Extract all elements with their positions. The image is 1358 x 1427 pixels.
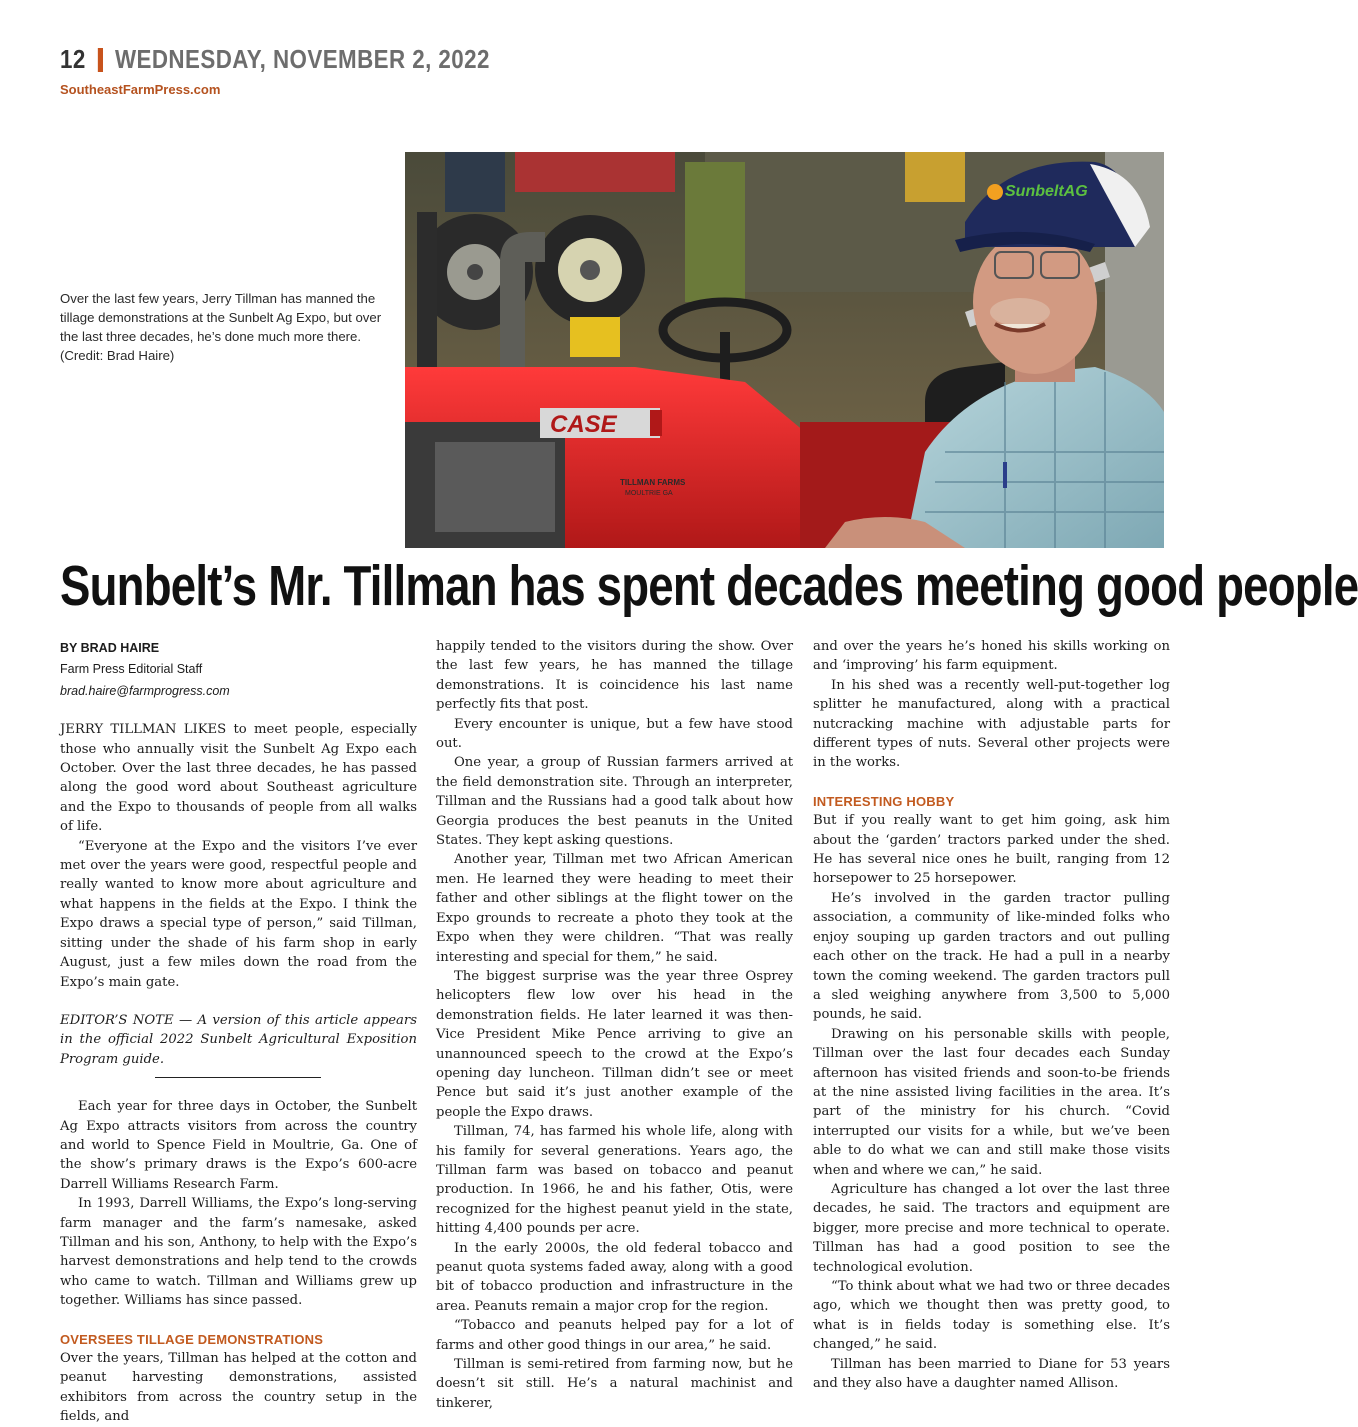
paragraph: Tillman, 74, has farmed his whole life, along with his family for several generations. Years ago, the Tillman farm was based on tobacco and peanut production. In 1966, he and his father, Otis, were recognized for the highest peanut yield in the state, hitting 4,400 pounds per acre. — [436, 1124, 793, 1237]
page-number: 12 — [60, 44, 86, 74]
paragraph: Drawing on his personable skills with people, Tillman over the last four decades each Sunday afternoon has visited friends and soon-to-be friends at the nine assisted living facilities in the area. It’s part of the ministry for his church. “Covid interrupted our visits for a while, but we’ve been able to do what we can and still make those visits when and where we can,” he said. — [813, 1026, 1170, 1178]
site-link[interactable]: SoutheastFarmPress.com — [60, 82, 221, 97]
divider-rule — [155, 1077, 321, 1078]
paragraph: In 1993, Darrell Williams, the Expo’s long-serving farm manager and the farm’s namesake, asked Tillman and his son, Anthony, to help with the Expo’s harvest demonstrations and help tend to the crowds who came to watch. Tillman and Williams grew up together. Williams has since passed. — [60, 1196, 417, 1309]
article-column-3 — [813, 637, 1170, 1393]
author-title: Farm Press Editorial Staff — [60, 662, 203, 677]
paragraph: “Tobacco and peanuts helped pay for a lot of farms and other good things in our area,” he said. — [436, 1318, 793, 1353]
paragraph: In his shed was a recently well-put-together log splitter he manufactured, along with a practical nutcracking machine with adjustable parts for different types of nuts. Several other projects were in the works. — [813, 677, 1170, 771]
paragraph: He’s involved in the garden tractor pulling association, a community of like-minded folks who enjoy souping up garden tractors and out pulling each other on the track. He had a pull in a nearby town the coming weekend. The garden tractors pull a sled weighing anywhere from 3,500 to 5,000 pounds, he said. — [813, 890, 1170, 1023]
decal-line-2: MOULTRIE GA — [625, 490, 673, 497]
paragraph: Tillman has been married to Diane for 53 years and they also have a daughter named Allison. — [813, 1356, 1170, 1392]
article-headline: Sunbelt’s Mr. Tillman has spent decades meeting good people — [60, 554, 1358, 618]
paragraph: Agriculture has changed a lot over the last three decades, he said. The tractors and equipment are bigger, more precise and more technical to operate. Tillman has had a good position to see the technological evolution. — [813, 1181, 1170, 1275]
paragraph: The biggest surprise was the year three Osprey helicopters flew low over his head in the demonstration fields. He later learned it was then-Vice President Mike Pence arriving to give an unannounced speech to the crowd at the Expo’s opening day luncheon. Tillman didn’t see or meet Pence but said it’s just another example of the people the Expo draws. — [436, 968, 793, 1120]
paragraph: and over the years he’s honed his skills working on and ‘improving’ his farm equipment. — [813, 639, 1170, 674]
paragraph: JERRY TILLMAN LIKES to meet people, especially those who annually visit the Sunbelt Ag Expo each October. Over the last three decades, he has passed along the good word about Southeast agriculture and the Expo to thousands of people from all walks of life. — [60, 722, 417, 835]
paragraph: Each year for three days in October, the Sunbelt Ag Expo attracts visitors from across the country and world to Spence Field in Moultrie, Ga. One of the show’s primary draws is the Expo’s 600-acre Darrell Williams Research Farm. — [60, 1099, 417, 1192]
section-subhead: OVERSEES TILLAGE DEMONSTRATIONS — [60, 1331, 324, 1347]
byline: BY BRAD HAIRE — [60, 641, 160, 655]
tractor-photo-illustration — [405, 152, 1164, 548]
paragraph: Another year, Tillman met two African American men. He learned they were heading to meet their father and other siblings at the flight tower on the Expo grounds to recreate a photo they took at the Expo when they were children. “That was really interesting and special for them,” he said. — [436, 852, 793, 965]
paragraph: In the early 2000s, the old federal tobacco and peanut quota systems faded away, along with a good bit of tobacco production and infrastructure in the area. Peanuts remain a major crop for the region. — [436, 1240, 793, 1314]
paragraph: One year, a group of Russian farmers arrived at the field demonstration site. Through an interpreter, Tillman and the Russians had a good talk about how Georgia produces the best peanuts in the United States. They kept asking questions. — [436, 755, 793, 849]
section-subhead: INTERESTING HOBBY — [813, 793, 955, 809]
photo-caption: Over the last few years, Jerry Tillman has manned the tillage demonstrations at the Sunbelt Ag Expo, but over the last three decades, he’s done much more there. (Credit: Brad Haire) — [60, 291, 382, 363]
paragraph: Tillman is semi-retired from farming now, but he doesn’t sit still. He’s a natural machinist and tinkerer, — [436, 1357, 793, 1411]
article-column-1 — [60, 637, 417, 1427]
issue-date: WEDNESDAY, NOVEMBER 2, 2022 — [114, 44, 490, 74]
page-folio — [60, 44, 490, 75]
folio-divider — [98, 48, 103, 72]
hood-brand-text: CASE — [550, 411, 617, 438]
paragraph: But if you really want to get him going, ask him about the ‘garden’ tractors parked under the shed. He has several nice ones he built, ranging from 12 horsepower to 25 horsepower. — [813, 813, 1170, 887]
hat-logo-text: SunbeltAG — [1005, 183, 1088, 200]
paragraph: happily tended to the visitors during the show. Over the last few years, he has manned the tillage demonstrations. It is coincidence his last name perfectly fits that post. — [436, 639, 793, 713]
paragraph: “Everyone at the Expo and the visitors I’ve ever met over the years were good, respectful people and really wanted to know more about agriculture and what happens in the fields at the Expo. I think the Expo draws a special type of person,” said Tillman, sitting under the shade of his farm shop in early August, just a few miles down the road from the Expo’s main gate. — [60, 838, 417, 990]
article-column-2 — [436, 637, 793, 1413]
editor-note: EDITOR’S NOTE — A version of this article appears in the official 2022 Sunbelt Agricultural Exposition Program guide. — [60, 1012, 417, 1067]
decal-line-1: TILLMAN FARMS — [620, 478, 686, 487]
paragraph: Over the years, Tillman has helped at the cotton and peanut harvesting demonstrations, assisted exhibitors from across the country setup in the fields, and — [60, 1351, 417, 1425]
article-photo — [405, 152, 1164, 548]
paragraph: Every encounter is unique, but a few have stood out. — [436, 716, 793, 752]
author-email[interactable]: brad.haire@farmprogress.com — [60, 683, 230, 698]
paragraph: “To think about what we had two or three decades ago, which we thought then was pretty good, to what is in fields today is something else. It’s changed,” he said. — [813, 1279, 1170, 1353]
